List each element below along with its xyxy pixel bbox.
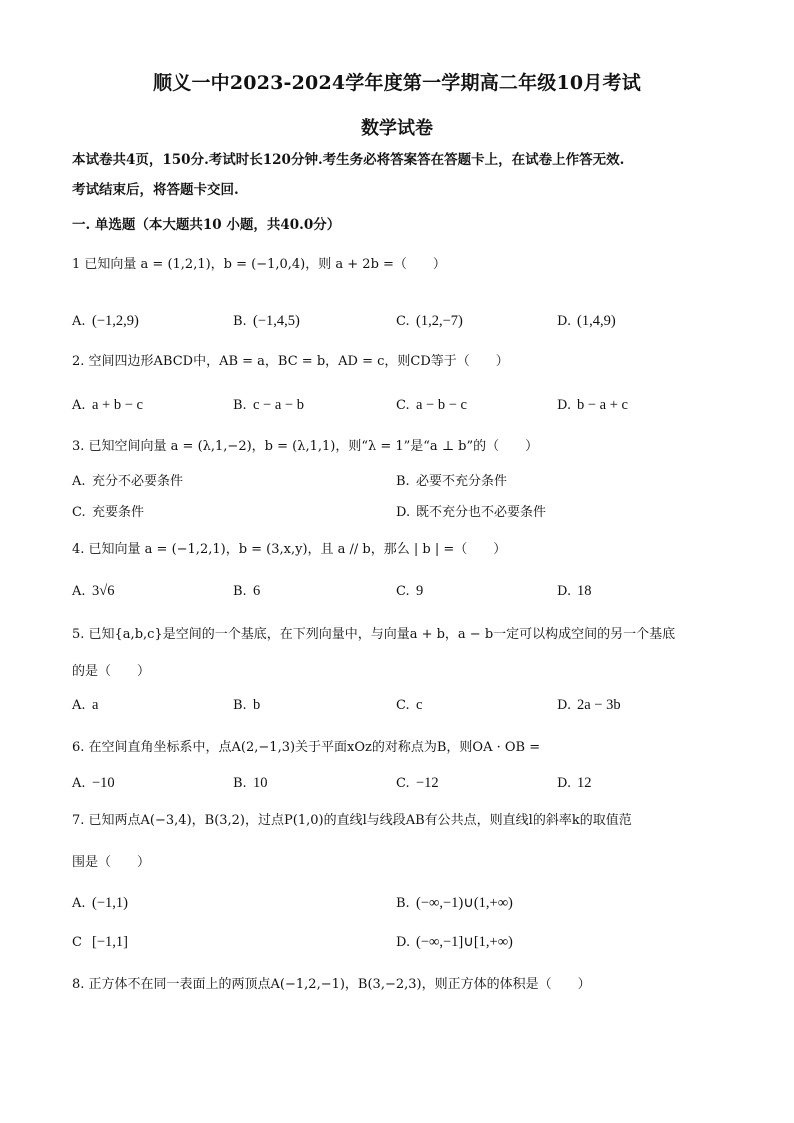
question-7-option-a [72, 893, 128, 914]
question-5-option-d [557, 695, 621, 716]
option-label: C. [396, 398, 410, 413]
option-label: A. [72, 398, 86, 413]
option-text: 2a − 3b [577, 697, 621, 713]
option-label: B. [233, 776, 247, 791]
option-text: 12 [577, 775, 592, 791]
question-5-option-c [396, 695, 422, 716]
instructions-line-1: 本试卷共4页，150分.考试时长120分钟.考生务必将答案答在答题卡上，在试卷上作答无效. [72, 152, 625, 168]
option-text: −10 [92, 775, 115, 791]
option-text: (1,2,−7) [416, 313, 463, 329]
option-text: b [253, 697, 261, 713]
option-text: 充要条件 [92, 505, 145, 520]
option-label: A. [72, 776, 86, 791]
option-text: a + b − c [92, 397, 143, 413]
option-label: D. [557, 776, 572, 791]
option-label: C. [72, 505, 86, 520]
option-text: 3√6 [92, 583, 115, 599]
question-6-stem: 6. 在空间直角坐标系中，点A(2,−1,3)关于平面xOz的对称点为B，则OA · OB = [72, 740, 541, 755]
question-5-option-b [233, 695, 260, 716]
option-text: (−1,1) [92, 895, 128, 911]
question-1-option-d [557, 311, 616, 332]
option-text: a − b − c [416, 397, 467, 413]
option-label: A. [72, 698, 86, 713]
question-3-option-a [72, 472, 183, 492]
question-2-option-b [233, 395, 304, 416]
option-text: 10 [253, 775, 268, 791]
option-label: D. [557, 398, 572, 413]
option-label: C. [396, 314, 410, 329]
question-1-option-a [72, 311, 139, 332]
question-7-option-c [72, 932, 128, 953]
question-8-stem: 8. 正方体不在同一表面上的两顶点A(−1,2,−1)，B(3,−2,3)，则正方体的体积是（ ） [72, 977, 591, 992]
option-text: (−1,2,9) [92, 313, 139, 329]
option-label: C. [396, 584, 410, 599]
option-label: D. [557, 584, 572, 599]
option-text: (−1,4,5) [253, 313, 300, 329]
option-text: c [416, 697, 423, 713]
option-label: A. [72, 314, 86, 329]
question-7-stem-continued: 围是（ ） [72, 855, 151, 870]
question-7-option-b [396, 893, 513, 914]
option-label: B. [233, 314, 247, 329]
option-label: C [72, 935, 82, 950]
question-2-option-c [396, 395, 467, 416]
option-text: −12 [416, 775, 439, 791]
option-label: A. [72, 584, 86, 599]
option-label: A. [72, 896, 86, 911]
option-text: c − a − b [253, 397, 304, 413]
question-6-option-a [72, 773, 115, 794]
option-label: B. [396, 896, 410, 911]
option-label: C. [396, 698, 410, 713]
page-title: 顺义一中2023-2024学年度第一学期高二年级10月考试 [153, 72, 641, 94]
option-label: D. [557, 698, 572, 713]
question-4-option-b [233, 581, 260, 602]
question-2-stem: 2. 空间四边形ABCD中，AB = a，BC = b，AD = c，则CD等于（ ） [72, 354, 509, 369]
option-text: 6 [253, 583, 261, 599]
question-6-option-c [396, 773, 439, 794]
question-3-option-d [396, 503, 546, 523]
option-label: B. [233, 398, 247, 413]
question-5-option-a [72, 695, 98, 716]
question-2-option-a [72, 395, 143, 416]
option-text: (−∞,−1)∪(1,+∞) [416, 895, 513, 911]
option-text: (1,4,9) [577, 313, 616, 329]
option-text: b − a + c [577, 397, 628, 413]
option-label: D. [396, 505, 411, 520]
question-4-option-a [72, 581, 114, 602]
question-4-stem: 4. 已知向量 a = (−1,2,1)，b = (3,x,y)，且 a // b，那么 | b | =（ ） [72, 542, 507, 557]
option-label: B. [396, 474, 410, 489]
question-5-stem: 5. 已知{a,b,c}是空间的一个基底，在下列向量中，与向量a + b，a − b一定可以构成空间的另一个基底 [72, 627, 676, 642]
option-label: C. [396, 776, 410, 791]
question-4-option-c [396, 581, 423, 602]
option-text: 既不充分也不必要条件 [416, 505, 547, 520]
option-label: A. [72, 474, 86, 489]
question-2-option-d [557, 395, 628, 416]
question-3-stem: 3. 已知空间向量 a = (λ,1,−2)，b = (λ,1,1)，则“λ = 1”是“a ⊥ b”的（ ） [72, 439, 539, 454]
question-3-option-b [396, 472, 507, 492]
question-6-option-d [557, 773, 592, 794]
option-text: 18 [577, 583, 592, 599]
option-text: 必要不充分条件 [416, 474, 508, 489]
question-4-option-d [557, 581, 592, 602]
section-heading: 一. 单选题（本大题共10 小题，共40.0分） [72, 217, 341, 233]
option-label: B. [233, 584, 247, 599]
option-text: 充分不必要条件 [92, 474, 184, 489]
instructions-line-2: 考试结束后，将答题卡交回. [72, 182, 239, 198]
option-label: B. [233, 698, 247, 713]
option-text: (−∞,−1]∪[1,+∞) [416, 934, 513, 950]
question-6-option-b [233, 773, 268, 794]
option-text: [−1,1] [92, 934, 128, 950]
question-7-option-d [396, 932, 513, 953]
question-1-option-b [233, 311, 300, 332]
question-7-stem: 7. 已知两点A(−3,4)，B(3,2)，过点P(1,0)的直线l与线段AB有公共点，则直线l的斜率k的取值范 [72, 813, 632, 828]
option-text: 9 [416, 583, 424, 599]
question-3-option-c [72, 503, 144, 523]
page-subtitle: 数学试卷 [361, 118, 433, 139]
option-text: a [92, 697, 99, 713]
question-1-option-c [396, 311, 463, 332]
question-1-stem: 1 已知向量 a = (1,2,1)，b = (−1,0,4)，则 a + 2b =（ ） [72, 257, 446, 272]
question-5-stem-continued: 的是（ ） [72, 664, 151, 679]
exam-instructions [72, 145, 732, 205]
option-label: D. [396, 935, 411, 950]
option-label: D. [557, 314, 572, 329]
